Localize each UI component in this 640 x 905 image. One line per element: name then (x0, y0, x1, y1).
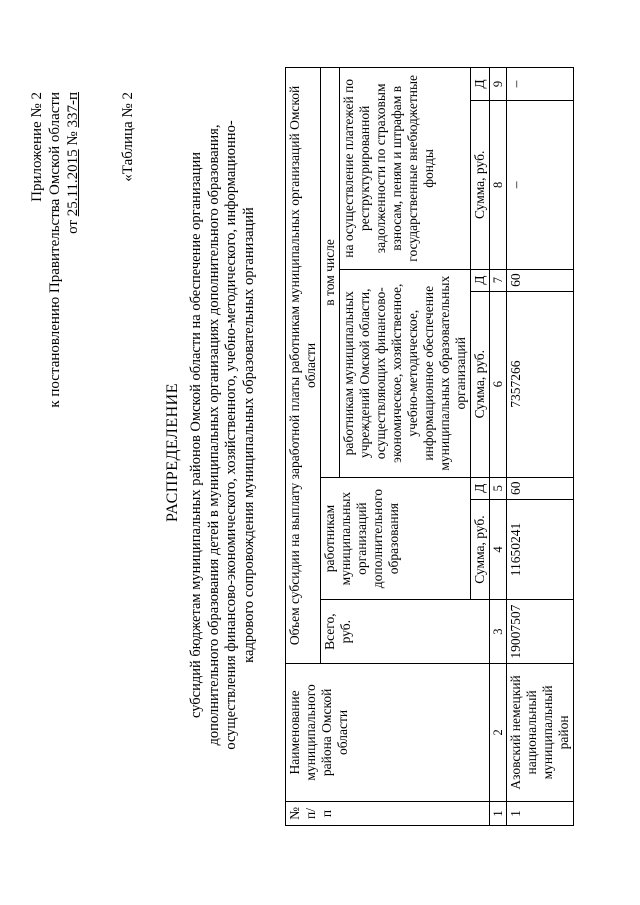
col-index: 1 (490, 801, 507, 825)
row-debt-sum: – (507, 101, 574, 270)
table-row (507, 68, 574, 826)
header-dop-d: Д (471, 477, 490, 499)
column-index-row (490, 68, 507, 826)
row-name: Азовский немецкий национальный муниципальный район (507, 663, 574, 801)
row-debt-d: – (507, 68, 574, 101)
document-subtitle: субсидий бюджетам муниципальных районов Омской области на обеспечение организации дополнительного образования детей в муниципальных организациях дополнительного образования, осуществления финансово-экономического, хозяйственного, учебно-методического, информационно-кадрового сопровождения муниципальных образовательных организаций (188, 120, 257, 750)
header-volume: Объем субсидии на выплату заработной платы работникам муниципальных организаций Омской области (286, 68, 321, 664)
col-index: 9 (490, 68, 507, 101)
appendix-number: 337-п (65, 92, 81, 128)
appendix-line-2: к постановлению Правительства Омской области (47, 92, 63, 408)
appendix-no-label: № (65, 131, 81, 146)
header-no: № п/п (286, 801, 490, 825)
col-index: 3 (490, 600, 507, 664)
header-dop-sum: Сумма, руб. (471, 499, 490, 600)
header-name: Наименование муниципального района Омской области (286, 663, 490, 801)
appendix-date: 25.11.2015 (65, 149, 81, 217)
header-staff-d: Д (471, 269, 490, 291)
header-staff-sum: Сумма, руб. (471, 291, 490, 477)
row-no: 1 (507, 801, 574, 825)
row-staff-sum: 7357266 (507, 291, 574, 477)
col-index: 5 (490, 477, 507, 499)
header-dop: работникам муниципальных организаций дополнительного образования (321, 477, 471, 600)
header-incl: в том числе (321, 68, 340, 478)
subsidy-table (285, 67, 574, 826)
col-index: 8 (490, 101, 507, 270)
appendix-line-3 (64, 92, 82, 408)
row-staff-d: 60 (507, 269, 574, 291)
col-index: 2 (490, 663, 507, 801)
row-dop-d: 60 (507, 477, 574, 499)
header-total: Всего, руб. (321, 600, 490, 664)
col-index: 7 (490, 269, 507, 291)
row-dop-sum: 11650241 (507, 499, 574, 600)
header-debt: на осуществление платежей по реструктурированной задолженности по страховым взносам, пеням и штрафам в государственные внебюджетные фонды (340, 68, 471, 270)
header-debt-d: Д (471, 68, 490, 101)
header-staff: работникам муниципальных учреждений Омской области, осуществляющих финансово-экономическое, хозяйственное, учебно-методическое, информационное обеспечение муниципальных образовательных организаций (340, 269, 471, 477)
appendix-block (28, 92, 82, 408)
table-reference: «Таблица № 2 (120, 92, 136, 182)
appendix-prefix: от (65, 220, 81, 234)
document-title: РАСПРЕДЕЛЕНИЕ (164, 383, 181, 522)
col-index: 6 (490, 291, 507, 477)
header-debt-sum: Сумма, руб. (471, 101, 490, 270)
appendix-line-1: Приложение № 2 (29, 92, 45, 202)
col-index: 4 (490, 499, 507, 600)
row-total: 19007507 (507, 600, 574, 664)
